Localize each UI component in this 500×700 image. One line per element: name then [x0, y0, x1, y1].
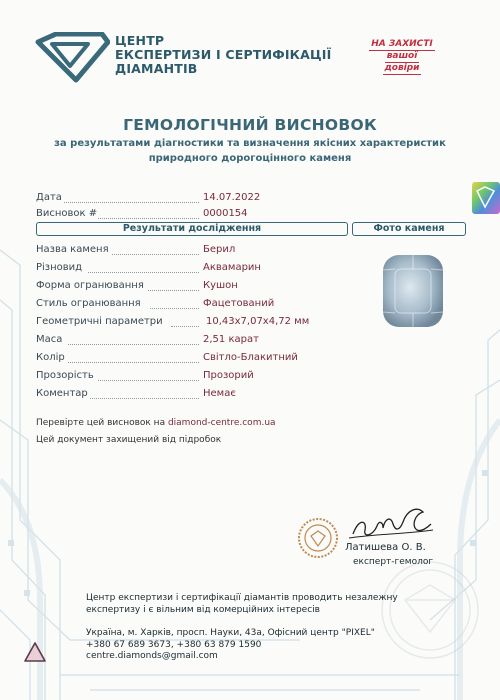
result-label: Коментар	[36, 388, 88, 399]
document-subtitle	[20, 136, 480, 166]
result-label: Назва каменя	[36, 244, 109, 255]
number-label: Висновок #	[36, 208, 98, 219]
trust-stamp	[360, 39, 444, 75]
hologram-sticker-icon	[471, 181, 500, 215]
footer-email: centre.diamonds@gmail.com	[86, 651, 218, 661]
photo-header: Фото каменя	[352, 222, 466, 236]
result-label: Прозорість	[36, 370, 94, 381]
result-row	[36, 370, 376, 384]
result-value: Берил	[203, 244, 236, 255]
footer-line-1: Центр експертизи і сертифікації діамантів проводить незалежну	[86, 593, 398, 603]
result-value: Аквамарин	[203, 262, 261, 273]
org-line-3: ДІАМАНТІВ	[115, 61, 198, 76]
result-row	[36, 334, 376, 348]
result-row	[36, 262, 376, 276]
date-label: Дата	[36, 192, 62, 203]
subtitle-line-2: природного дорогоцінного каменя	[148, 153, 352, 164]
subtitle-line-1: за результатами діагностики та визначення якісних характеристик	[54, 138, 446, 149]
result-label: Колір	[36, 352, 65, 363]
stamp-line-1: НА ЗАХИСТІ	[371, 39, 433, 49]
result-value: Прозорий	[203, 370, 254, 381]
result-value: 10,43x7,07x4,72 мм	[206, 316, 310, 327]
result-value: 2,51 карат	[203, 334, 259, 345]
footer-line-2: експертизу і є вільним від комерційних інтересів	[86, 604, 320, 615]
org-line-1: ЦЕНТР	[115, 33, 165, 48]
result-value: Фацетований	[203, 298, 275, 309]
result-row	[36, 316, 376, 330]
date-value: 14.07.2022	[203, 192, 261, 203]
org-line-2: ЕКСПЕРТИЗИ І СЕРТИФІКАЦІЇ	[115, 47, 332, 62]
stamp-line-2: вашої	[386, 51, 418, 61]
signature-image	[345, 500, 435, 544]
result-row	[36, 298, 376, 312]
result-value: Немає	[203, 388, 236, 399]
result-row	[36, 388, 376, 402]
footer-contacts	[86, 628, 375, 663]
verify-note	[36, 418, 276, 428]
gem-photo	[378, 250, 448, 330]
protected-note: Цей документ захищений від підробок	[36, 435, 222, 445]
result-value: Світло-Блакитний	[203, 352, 298, 363]
result-label: Геометричні параметри	[36, 316, 163, 327]
footer-statement	[86, 593, 398, 616]
result-label: Маса	[36, 334, 63, 345]
number-row	[36, 208, 248, 222]
org-name	[115, 34, 331, 76]
result-label: Різновид	[36, 262, 83, 273]
result-row	[36, 244, 376, 258]
verify-prefix: Перевірте цей висновок на	[36, 418, 168, 428]
footer-address: Україна, м. Харків, просп. Науки, 43а, Офісний центр "PIXEL"	[86, 628, 375, 638]
stamp-line-3: довіри	[384, 63, 420, 73]
result-label: Стиль огранювання	[36, 298, 141, 309]
document-title: ГЕМОЛОГІЧНИЙ ВИСНОВОК	[123, 116, 377, 134]
signer-role: експерт-гемолог	[353, 557, 434, 567]
result-value: Кушон	[203, 280, 238, 291]
signer-name: Латишева О. В.	[345, 542, 426, 553]
diamond-logo-icon	[30, 32, 110, 84]
seal-icon	[297, 517, 339, 559]
result-row	[36, 280, 376, 294]
results-header: Результати дослідження	[36, 222, 348, 236]
footer-phones: +380 67 689 3673, +380 63 879 1590	[86, 639, 262, 650]
number-value: 0000154	[203, 208, 248, 219]
verify-link[interactable]: diamond-centre.com.ua	[167, 418, 276, 428]
date-row	[36, 192, 261, 206]
triangle-icon	[22, 640, 48, 664]
result-row	[36, 352, 376, 366]
result-label: Форма огранювання	[36, 280, 144, 291]
